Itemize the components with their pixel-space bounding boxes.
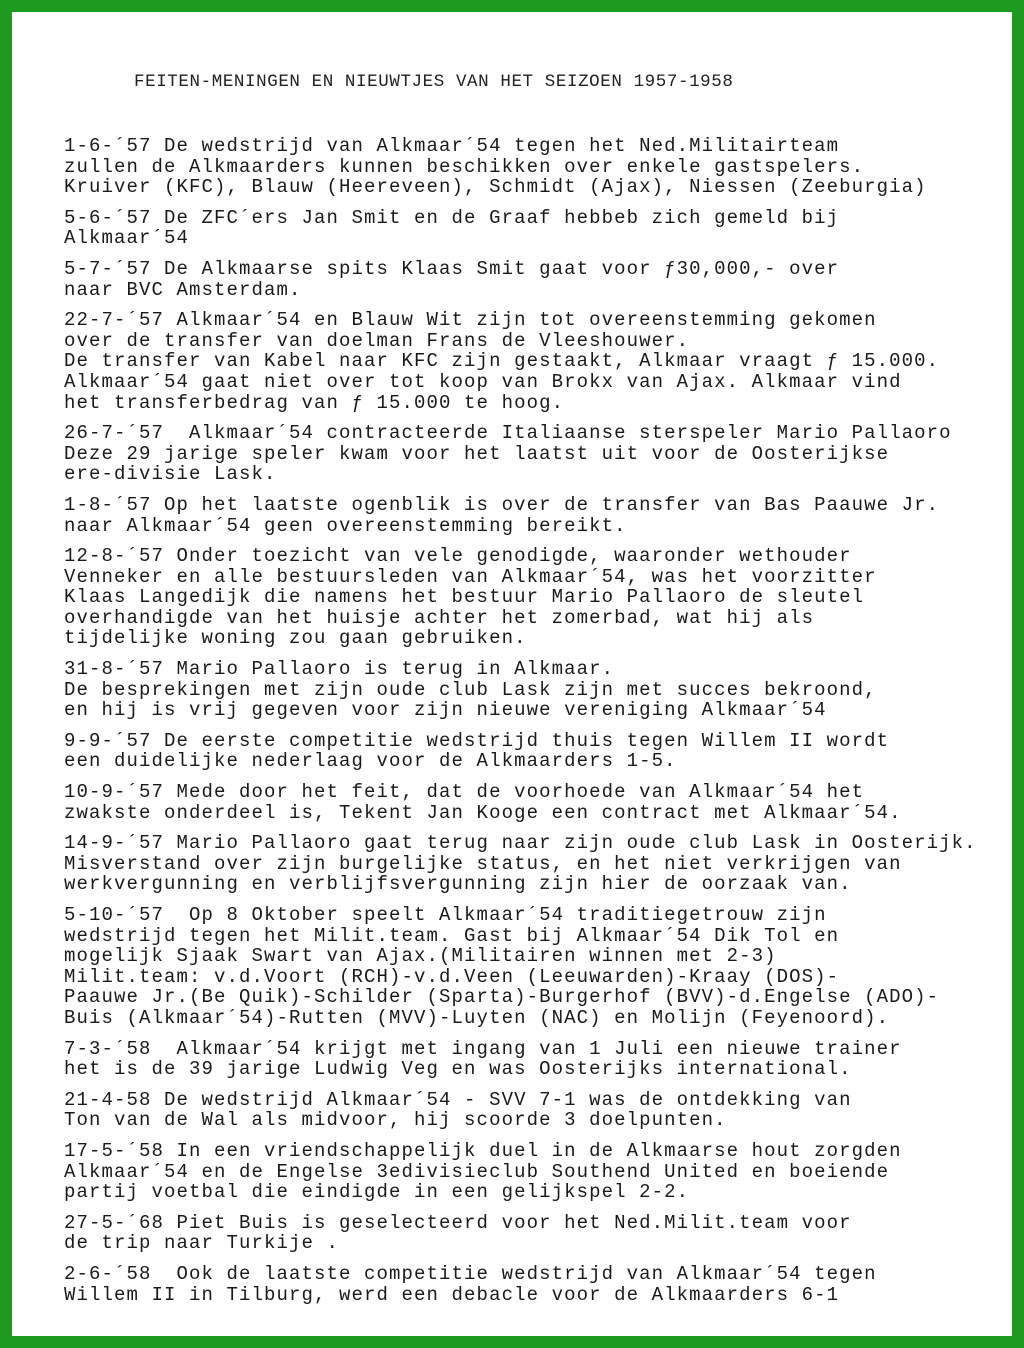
news-entry	[64, 259, 1014, 300]
entry-line: naar BVC Amsterdam.	[64, 278, 302, 301]
entry-line: Ton van de Wal als midvoor, hij scoorde 3 doelpunten.	[64, 1109, 727, 1132]
entry-line: 5-10-´57 Op 8 Oktober speelt Alkmaar´54 traditiegetrouw zijn	[64, 904, 827, 926]
entry-line: en hij is vrij gegeven voor zijn nieuwe vereniging Alkmaar´54	[64, 699, 827, 722]
entry-line: partij voetbal die eindigde in een gelijkspel 2-2.	[64, 1181, 690, 1204]
entry-line: 14-9-´57 Mario Pallaoro gaat terug naar zijn oude club Lask in Oosterijk.	[64, 832, 977, 855]
entry-line: Klaas Langedijk die namens het bestuur Mario Pallaoro de sleutel	[64, 586, 865, 609]
news-entry	[64, 1213, 1014, 1254]
entry-line: werkvergunning en verblijfsvergunning zijn hier de oorzaak van.	[64, 873, 852, 896]
entry-line: wedstrijd tegen het Milit.team. Gast bij Alkmaar´54 Dik Tol en	[64, 924, 840, 947]
news-entry	[64, 833, 1014, 895]
entry-line: Paauwe Jr.(Be Quik)-Schilder (Sparta)-Burgerhof (BVV)-d.Engelse (ADO)-	[64, 986, 940, 1009]
entry-line: Milit.team: v.d.Voort (RCH)-v.d.Veen (Leeuwarden)-Kraay (DOS)-	[64, 965, 840, 988]
entry-line: 2-6-´58 Ook de laatste competitie wedstrijd van Alkmaar´54 tegen	[64, 1262, 877, 1285]
news-entry	[64, 1264, 1014, 1305]
entry-line: een duidelijke nederlaag voor de Alkmaarders 1-5.	[64, 750, 677, 773]
entry-line: Buis (Alkmaar´54)-Rutten (MVV)-Luyten (NAC) en Molijn (Feyenoord).	[64, 1006, 890, 1029]
news-entry	[64, 495, 1014, 536]
news-entry	[64, 1039, 1014, 1080]
document-title: FEITEN-MENINGEN EN NIEUWTJES VAN HET SEIZOEN 1957-1958	[134, 72, 734, 92]
news-entry	[64, 731, 1014, 772]
entry-line: overhandigde van het huisje achter het zomerbad, wat hij als	[64, 606, 815, 629]
entry-line: Alkmaar´54 en de Engelse 3edivisieclub Southend United en boeiende	[64, 1160, 890, 1183]
entry-line: De besprekingen met zijn oude club Lask zijn met succes bekroond,	[64, 678, 877, 701]
entry-line: 1-8-´57 Op het laatste ogenblik is over de transfer van Bas Paauwe Jr.	[64, 493, 940, 516]
entry-line: 1-6-´57 De wedstrijd van Alkmaar´54 tegen het Ned.Militairteam	[64, 135, 840, 157]
entry-line: Kruiver (KFC), Blauw (Heereveen), Schmidt (Ajax), Niessen (Zeeburgia)	[64, 176, 927, 199]
entry-line: Alkmaar´54	[64, 227, 190, 250]
entry-line: 27-5-´68 Piet Buis is geselecteerd voor het Ned.Milit.team voor	[64, 1211, 852, 1234]
entry-line: ere-divisie Lask.	[64, 463, 277, 486]
entries-list	[64, 136, 1014, 1315]
news-entry	[64, 1090, 1014, 1131]
entry-line: Deze 29 jarige speler kwam voor het laatst uit voor de Oosterijkse	[64, 442, 890, 465]
document-page	[26, 26, 998, 1322]
entry-line: Willem II in Tilburg, werd een debacle voor de Alkmaarders 6-1	[64, 1283, 840, 1306]
entry-line: 22-7-´57 Alkmaar´54 en Blauw Wit zijn tot overeenstemming gekomen	[64, 309, 877, 332]
entry-line: 10-9-´57 Mede door het feit, dat de voorhoede van Alkmaar´54 het	[64, 781, 865, 804]
news-entry	[64, 659, 1014, 721]
entry-line: 12-8-´57 Onder toezicht van vele genodigde, waaronder wethouder	[64, 545, 852, 568]
entry-line: Alkmaar´54 gaat niet over tot koop van Brokx van Ajax. Alkmaar vind	[64, 370, 902, 393]
news-entry	[64, 136, 1014, 198]
entry-line: zullen de Alkmaarders kunnen beschikken over enkele gastspelers.	[64, 155, 865, 178]
news-entry	[64, 423, 1014, 485]
entry-line: 7-3-´58 Alkmaar´54 krijgt met ingang van 1 Juli een nieuwe trainer	[64, 1037, 902, 1060]
entry-line: 17-5-´58 In een vriendschappelijk duel in de Alkmaarse hout zorgden	[64, 1139, 902, 1162]
entry-line: 5-7-´57 De Alkmaarse spits Klaas Smit gaat voor ƒ30,000,- over	[64, 257, 840, 280]
entry-line: naar Alkmaar´54 geen overeenstemming bereikt.	[64, 514, 627, 537]
entry-line: tijdelijke woning zou gaan gebruiken.	[64, 627, 527, 650]
news-entry	[64, 546, 1014, 649]
entry-line: de trip naar Turkije .	[64, 1232, 340, 1255]
news-entry	[64, 1141, 1014, 1203]
entry-line: het transferbedrag van ƒ 15.000 te hoog.	[64, 391, 565, 414]
entry-line: het is de 39 jarige Ludwig Veg en was Oosterijks international.	[64, 1058, 852, 1081]
entry-line: mogelijk Sjaak Swart van Ajax.(Militairen winnen met 2-3)	[64, 945, 777, 968]
news-entry	[64, 310, 1014, 413]
entry-line: De transfer van Kabel naar KFC zijn gestaakt, Alkmaar vraagt ƒ 15.000.	[64, 350, 940, 373]
news-entry	[64, 782, 1014, 823]
entry-line: Venneker en alle bestuursleden van Alkmaar´54, was het voorzitter	[64, 565, 877, 588]
entry-line: 9-9-´57 De eerste competitie wedstrijd thuis tegen Willem II wordt	[64, 729, 890, 752]
entry-line: zwakste onderdeel is, Tekent Jan Kooge een contract met Alkmaar´54.	[64, 801, 902, 824]
news-entry	[64, 905, 1014, 1029]
news-entry	[64, 208, 1014, 249]
entry-line: 26-7-´57 Alkmaar´54 contracteerde Italiaanse sterspeler Mario Pallaoro	[64, 422, 952, 445]
entry-line: 21-4-58 De wedstrijd Alkmaar´54 - SVV 7-1 was de ontdekking van	[64, 1088, 852, 1111]
entry-line: over de transfer van doelman Frans de Vleeshouwer.	[64, 329, 690, 352]
entry-line: Misverstand over zijn burgelijke status, en het niet verkrijgen van	[64, 852, 902, 875]
entry-line: 5-6-´57 De ZFC´ers Jan Smit en de Graaf hebbeb zich gemeld bij	[64, 206, 840, 229]
entry-line: 31-8-´57 Mario Pallaoro is terug in Alkmaar.	[64, 658, 615, 681]
